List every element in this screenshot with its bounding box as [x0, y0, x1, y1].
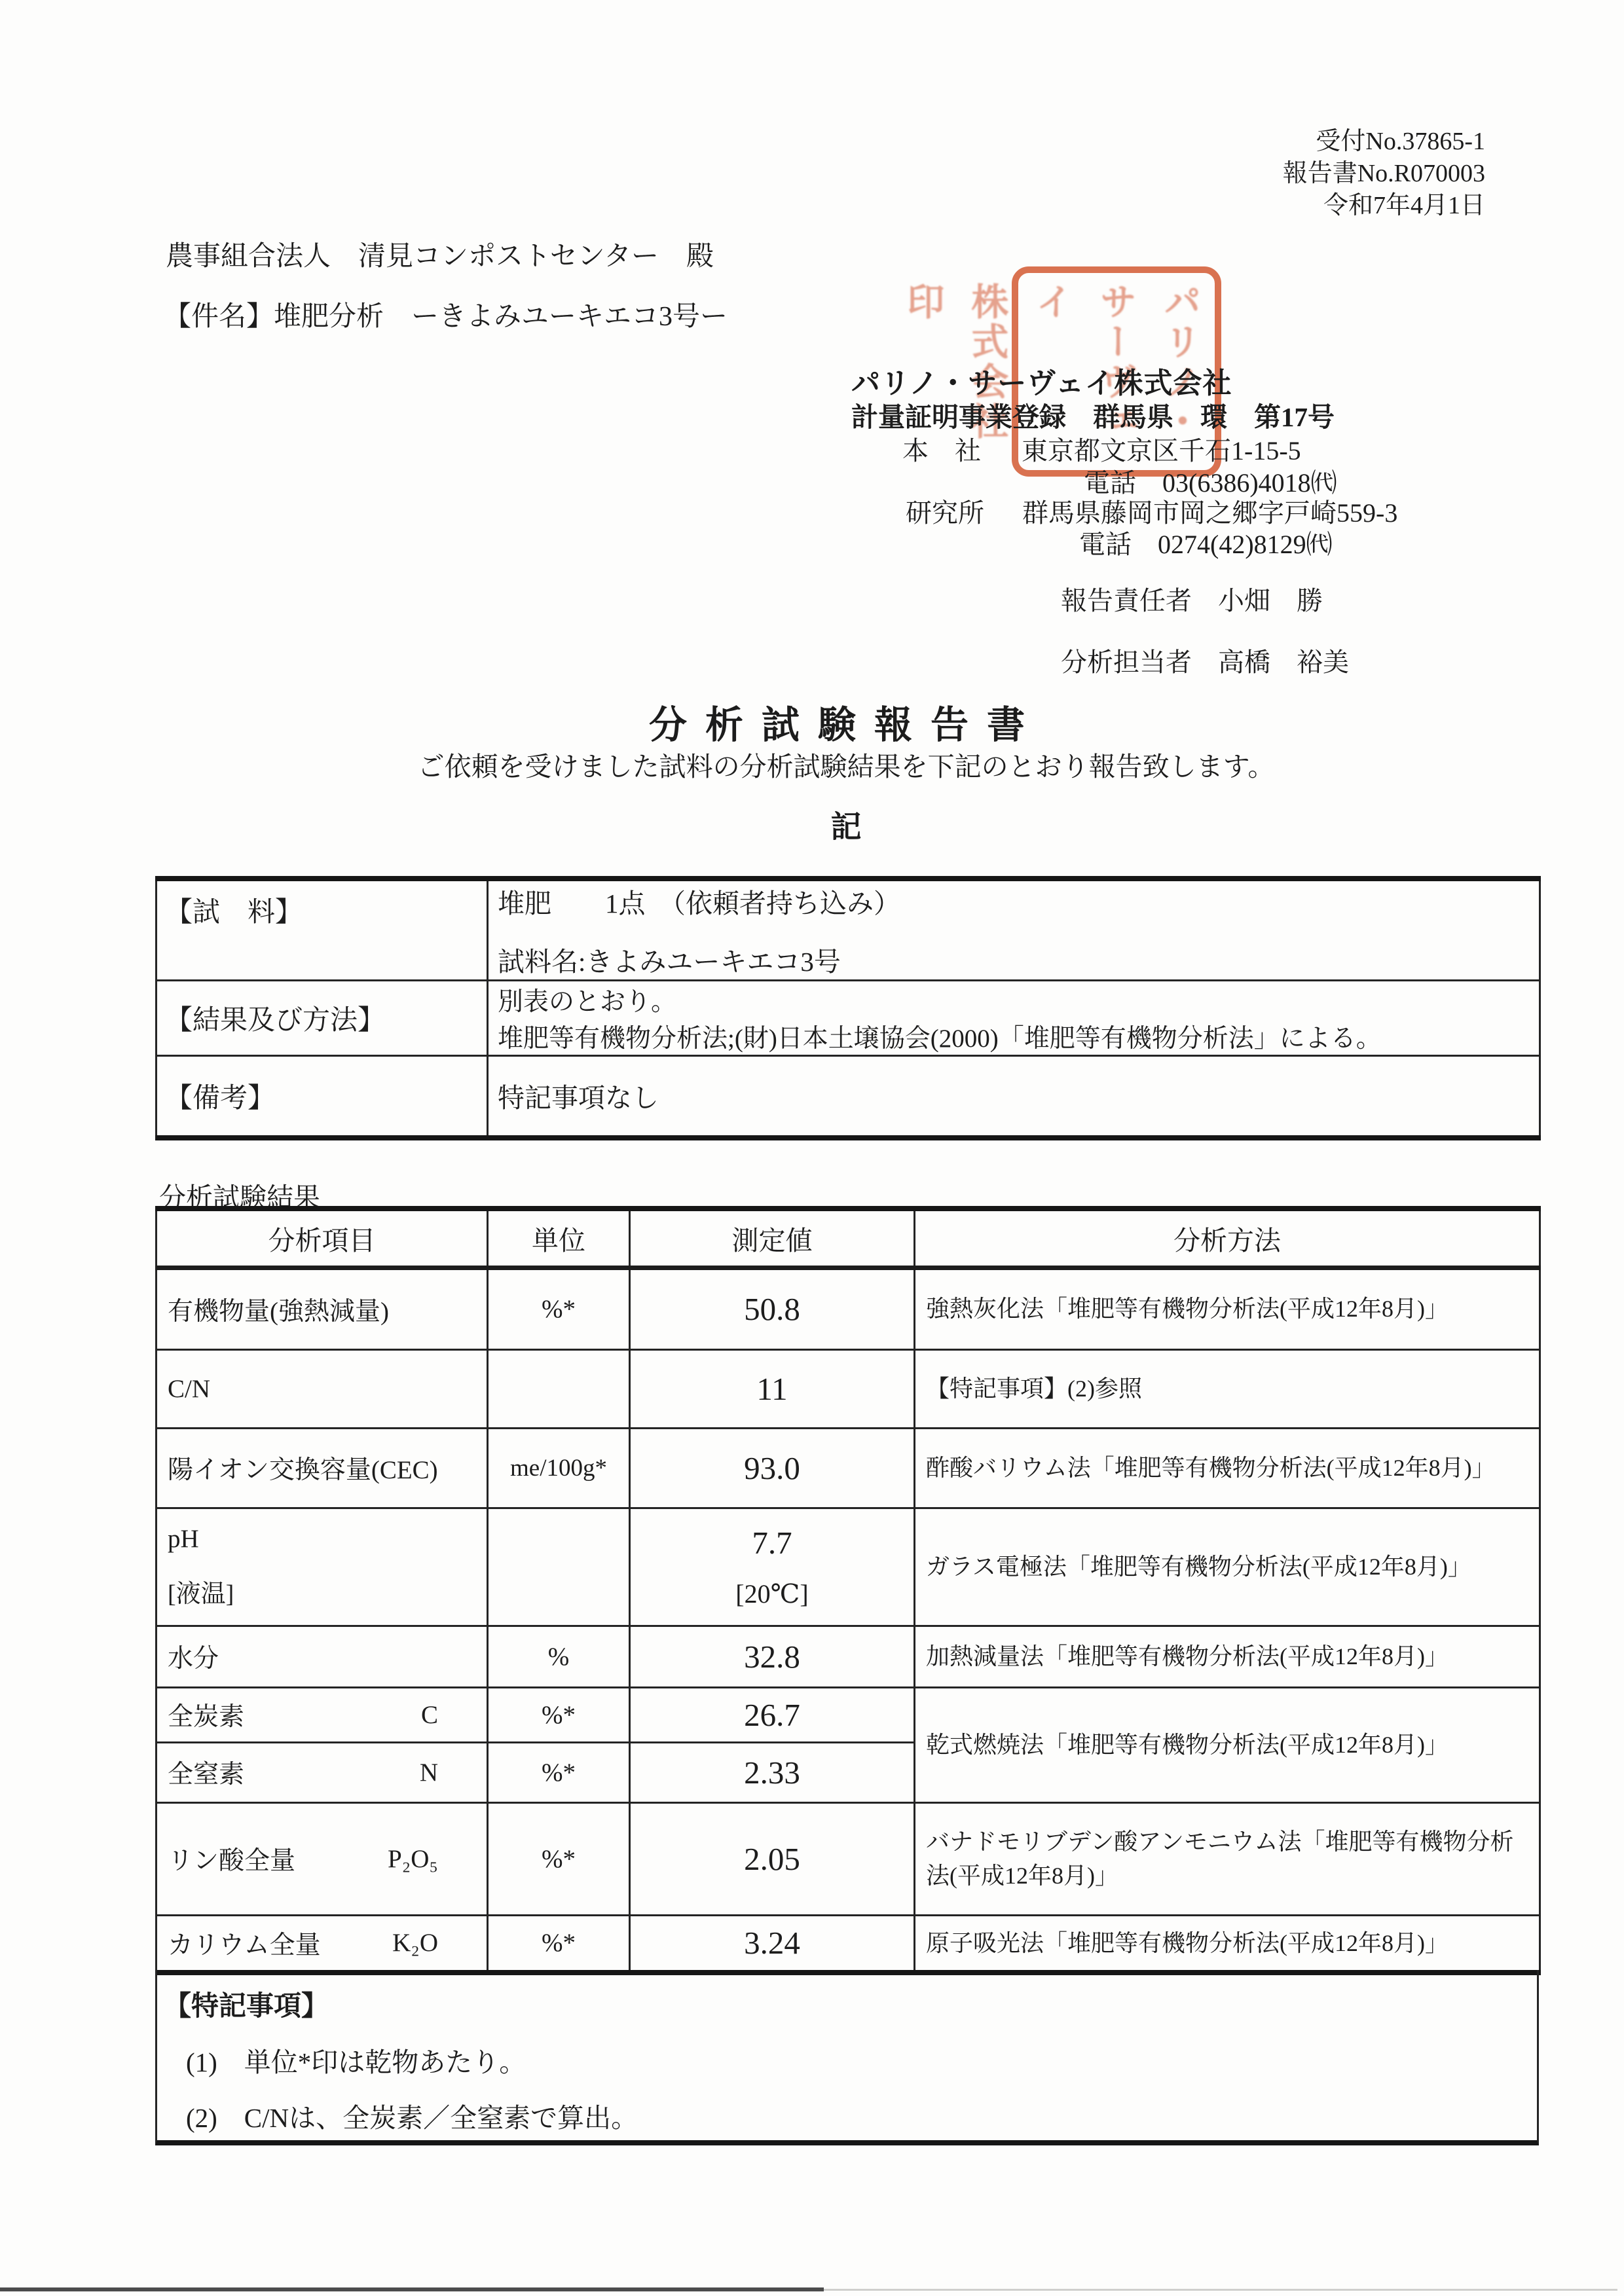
summary-content: 特記事項なし [488, 1055, 1540, 1138]
company-seal-text: パリノ・ サーヴェイ 株式会社印 [901, 282, 1200, 442]
summary-label: 【試 料】 [157, 879, 488, 980]
subject-line: 【件名】堆肥分析 ーきよみユーキエコ3号ー [164, 302, 728, 332]
chemical-symbol: P₂O₅ [387, 1844, 438, 1873]
table-row [157, 1349, 1540, 1428]
value-cell: 26.7 [630, 1687, 915, 1742]
summary-label: 【備考】 [157, 1055, 488, 1138]
results-table [155, 1206, 1541, 1975]
value-cell: 11 [630, 1349, 915, 1428]
item-cell: pH [液温] [157, 1508, 488, 1626]
method-cell: ガラス電極法「堆肥等有機物分析法(平成12年8月)」 [915, 1508, 1540, 1626]
summary-content: 別表のとおり。 堆肥等有機物分析法;(財)日本土壌協会(2000)「堆肥等有機物分析法」による。 [488, 980, 1540, 1055]
table-row [157, 1428, 1540, 1508]
item-cell: 陽イオン交換容量(CEC) [157, 1428, 488, 1508]
item-cell: リン酸全量 P₂O₅ [157, 1802, 488, 1915]
unit-cell: %* [488, 1267, 630, 1349]
col-header-method: 分析方法 [915, 1209, 1540, 1267]
method-cell: 原子吸光法「堆肥等有機物分析法(平成12年8月)」 [915, 1915, 1540, 1973]
method-cell: 加熱減量法「堆肥等有機物分析法(平成12年8月)」 [915, 1626, 1540, 1687]
item-cell: 全窒素 N [157, 1742, 488, 1802]
table-row [157, 1267, 1540, 1349]
chemical-symbol: N [419, 1758, 438, 1787]
table-row [157, 879, 1540, 980]
report-number: 報告書No.R070003 [1282, 160, 1485, 187]
value-cell: 93.0 [630, 1428, 915, 1508]
report-manager: 報告責任者 小畑 勝 [1061, 586, 1323, 615]
unit-cell: %* [488, 1802, 630, 1915]
laboratory-address: 群馬県藤岡市岡之郷字戸崎559-3 [1022, 498, 1398, 528]
greeting-line: ご依頼を受けました試料の分析試験結果を下記のとおり報告致します。 [417, 752, 1275, 782]
laboratory-tel: 電話 0274(42)8129㈹ [1079, 530, 1333, 559]
item-cell: 有機物量(強熱減量) [157, 1267, 488, 1349]
head-office-address: 東京都文京区千石1-15-5 [1022, 436, 1301, 465]
chemical-symbol: K₂O [392, 1929, 438, 1958]
value-cell: 2.05 [630, 1802, 915, 1915]
note-item: (2) C/Nは、全炭素／全窒素で算出。 [186, 2103, 638, 2133]
unit-cell: %* [488, 1687, 630, 1742]
method-cell: 乾式燃焼法「堆肥等有機物分析法(平成12年8月)」 [915, 1687, 1540, 1802]
note-item: (1) 単位*印は乾物あたり。 [186, 2047, 526, 2077]
summary-table [155, 876, 1541, 1140]
method-cell: 強熱灰化法「堆肥等有機物分析法(平成12年8月)」 [915, 1267, 1540, 1349]
summary-label: 【結果及び方法】 [157, 980, 488, 1055]
results-section-label: 分析試験結果 [159, 1182, 320, 1212]
header-meta [1283, 126, 1485, 222]
value-cell: 3.24 [630, 1915, 915, 1973]
table-row [157, 1687, 1540, 1742]
unit-cell: me/100g* [488, 1428, 630, 1508]
addressee: 農事組合法人 清見コンポストセンター 殿 [166, 242, 714, 272]
table-header-row [157, 1209, 1540, 1267]
table-row [157, 1802, 1540, 1915]
unit-cell: %* [488, 1742, 630, 1802]
company-registration: 計量証明事業登録 群馬県 環 第17号 [851, 402, 1335, 432]
receipt-number: 受付No.37865-1 [1316, 128, 1485, 155]
method-cell: 【特記事項】(2)参照 [915, 1349, 1540, 1428]
item-cell: C/N [157, 1349, 488, 1428]
item-cell: 全炭素 C [157, 1687, 488, 1742]
unit-cell [488, 1349, 630, 1428]
unit-cell [488, 1508, 630, 1626]
method-cell: バナドモリブデン酸アンモニウム法「堆肥等有機物分析法(平成12年8月)」 [915, 1802, 1540, 1915]
table-row [157, 980, 1540, 1055]
head-office-tel: 電話 03(6386)4018㈹ [1084, 468, 1337, 498]
analyst: 分析担当者 高橋 裕美 [1061, 647, 1349, 677]
record-mark: 記 [830, 811, 862, 845]
scan-edge-artifact [0, 2287, 824, 2291]
unit-cell: % [488, 1626, 630, 1687]
chemical-symbol: C [420, 1700, 438, 1729]
value-cell: 7.7 [20℃] [630, 1508, 915, 1626]
item-cell: カリウム全量 K₂O [157, 1915, 488, 1973]
head-office-label: 本 社 [902, 436, 981, 465]
laboratory-label: 研究所 [906, 498, 984, 528]
scan-edge-artifact [824, 2289, 1617, 2291]
company-name: パリノ・サーヴェイ株式会社 [851, 367, 1232, 399]
table-row [157, 1508, 1540, 1626]
special-notes-box [155, 1970, 1539, 2145]
col-header-item: 分析項目 [157, 1209, 488, 1267]
page-title: 分析試験報告書 [648, 704, 1043, 746]
col-header-value: 測定値 [630, 1209, 915, 1267]
value-cell: 2.33 [630, 1742, 915, 1802]
table-row [157, 1915, 1540, 1973]
table-row [157, 1626, 1540, 1687]
value-cell: 32.8 [630, 1626, 915, 1687]
notes-heading: 【特記事項】 [164, 1992, 329, 2022]
value-cell: 50.8 [630, 1267, 915, 1349]
report-date: 令和7年4月1日 [1323, 192, 1485, 219]
table-row [157, 1055, 1540, 1138]
col-header-unit: 単位 [488, 1209, 630, 1267]
unit-cell: %* [488, 1915, 630, 1973]
summary-content: 堆肥 1点 （依頼者持ち込み） 試料名:きよみユーキエコ3号 [488, 879, 1540, 980]
method-cell: 酢酸バリウム法「堆肥等有機物分析法(平成12年8月)」 [915, 1428, 1540, 1508]
item-cell: 水分 [157, 1626, 488, 1687]
